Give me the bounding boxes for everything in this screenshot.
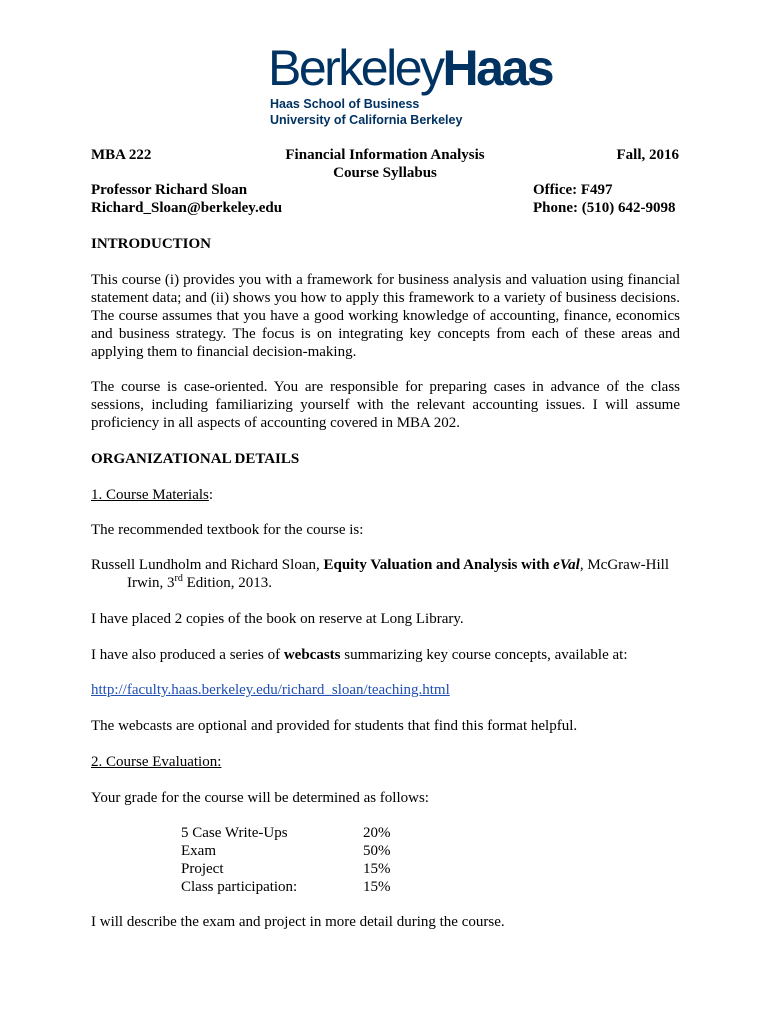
book-authors: Russell Lundholm and Richard Sloan, (91, 557, 324, 573)
grade-item: Class participation: (181, 879, 298, 895)
introduction-paragraph-1: This course (i) provides you with a framework for business analysis and valuation using financial statement data; and (ii) shows you how to apply this framework to a variety of business decisions. The course assumes that you have a good working knowledge of accounting, finance, economics and business strategy. The focus is on integrating key concepts from each of these areas and applying them to financial decision-making. (91, 272, 680, 360)
textbook-citation (91, 556, 680, 574)
berkeley-haas-logo (268, 38, 552, 98)
reserve-note: I have placed 2 copies of the book on reserve at Long Library. (91, 611, 464, 627)
professor-email: Richard_Sloan@berkeley.edu (91, 200, 283, 216)
grade-weight: 50% (363, 843, 391, 859)
grade-item: 5 Case Write-Ups (181, 825, 288, 841)
textbook-intro: The recommended textbook for the course is: (91, 522, 364, 538)
logo-berkeley: Berkeley (268, 40, 443, 96)
webcasts-url-link[interactable]: http://faculty.haas.berkeley.edu/richard_sloan/teaching.html (91, 682, 450, 698)
course-materials-label: 1. Course Materials (91, 487, 209, 503)
grade-item: Exam (181, 843, 216, 859)
book-edition-sup: rd (174, 573, 183, 584)
logo-university-line: University of California Berkeley (270, 113, 463, 127)
grade-item: Project (181, 861, 224, 877)
webcasts-text-a: I have also produced a series of (91, 647, 284, 663)
phone: Phone: (510) 642-9098 (533, 200, 676, 216)
webcasts-line (91, 646, 628, 664)
grade-intro: Your grade for the course will be determined as follows: (91, 790, 429, 806)
logo-haas: Haas (442, 40, 553, 96)
grade-weight: 15% (363, 861, 391, 877)
organizational-heading: ORGANIZATIONAL DETAILS (91, 451, 300, 467)
textbook-citation-line2 (127, 574, 272, 592)
introduction-paragraph-2: The course is case-oriented. You are responsible for preparing cases in advance of the class sessions, including familiarizing yourself with the relevant accounting issues. I will assume proficiency in all aspects of accounting covered in MBA 202. (91, 379, 680, 431)
introduction-heading: INTRODUCTION (91, 236, 212, 252)
course-title: Financial Information Analysis (285, 147, 485, 163)
grade-weight: 20% (363, 825, 391, 841)
course-evaluation-heading: 2. Course Evaluation: (91, 754, 222, 770)
doc-type: Course Syllabus (333, 165, 437, 181)
book-publisher: , McGraw-Hill (579, 557, 669, 573)
course-code: MBA 222 (91, 147, 152, 163)
course-materials-heading (91, 486, 213, 504)
webcasts-link-wrap (91, 681, 450, 699)
webcasts-bold: webcasts (283, 647, 341, 663)
book-title-eval: eVal (553, 557, 580, 573)
professor-name: Professor Richard Sloan (91, 182, 248, 198)
webcasts-text-c: summarizing key course concepts, available at: (340, 647, 628, 663)
logo-school-line: Haas School of Business (270, 97, 420, 111)
closing-note: I will describe the exam and project in more detail during the course. (91, 914, 505, 930)
term: Fall, 2016 (616, 147, 679, 163)
grade-weight: 15% (363, 879, 391, 895)
book-title: Equity Valuation and Analysis with (323, 557, 554, 573)
book-edition-b: Edition, 2013. (182, 575, 273, 591)
office: Office: F497 (533, 182, 613, 198)
book-edition-a: Irwin, 3 (127, 575, 175, 591)
course-materials-colon: : (208, 487, 214, 503)
webcasts-note: The webcasts are optional and provided for students that find this format helpful. (91, 718, 578, 734)
